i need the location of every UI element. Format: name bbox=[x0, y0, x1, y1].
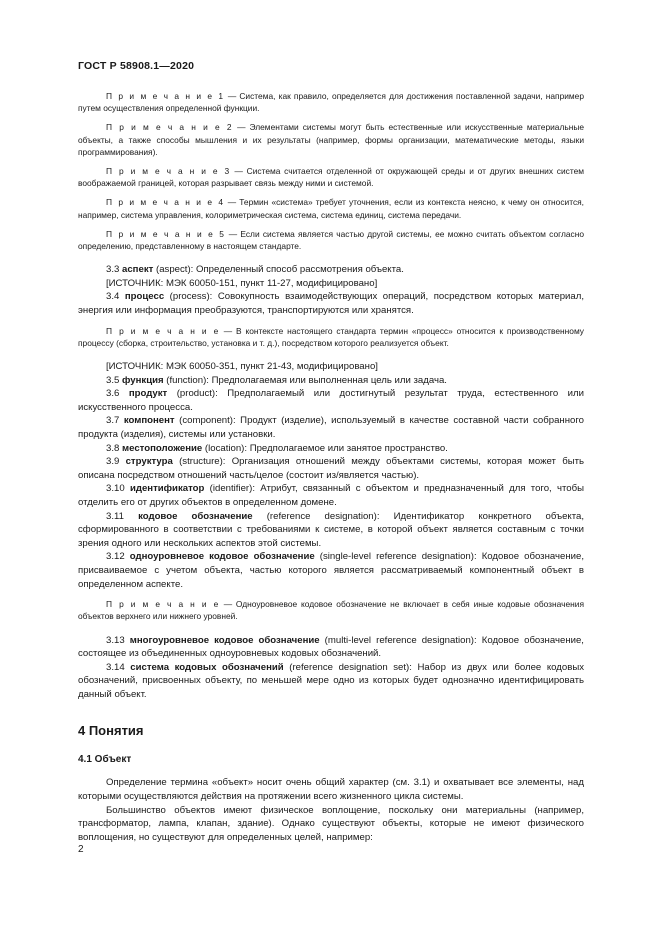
page-number: 2 bbox=[78, 844, 84, 855]
term-number: 3.3 bbox=[106, 264, 123, 276]
note-label: П р и м е ч а н и е 1 bbox=[106, 91, 225, 101]
term-name: структура bbox=[125, 456, 173, 468]
term-number: 3.13 bbox=[106, 634, 130, 646]
term-definition: (function): Предполагаемая или выполненная цель или задача. bbox=[163, 374, 447, 386]
term-definition: (single-level reference designation): Кодовое обозначение, присваиваемое с учетом объекта, частью которого является рассматриваемый компонентный объект в определенном аспекте. bbox=[78, 551, 584, 590]
term-name: процесс bbox=[124, 291, 165, 303]
note-4 bbox=[78, 196, 584, 220]
note-2 bbox=[78, 121, 584, 158]
term-name: система кодовых обозначений bbox=[130, 661, 284, 673]
term-definition: (aspect): Определенный способ рассмотрения объекта. bbox=[153, 264, 404, 276]
term-name: многоуровневое кодовое обозначение bbox=[129, 634, 320, 646]
note-text: — Элементами системы могут быть естественные или искусственные материальные объекты, а также способы мышления и их результаты (например, формы организации, математические методы, языки программирования). bbox=[78, 122, 584, 157]
term-definition: (process): Совокупность взаимодействующих операций, посредством которых материал, энергия или информация преобразуются, транспортируются или хранятся. bbox=[78, 291, 584, 317]
note-label: П р и м е ч а н и е 3 bbox=[106, 166, 231, 177]
term-definition: (reference designation): Идентификатор конкретного объекта, сформированного в соответствии с требованиями к системе, в которой объект является составным с точки зрения одного или нескольких аспектов этой системы. bbox=[78, 510, 584, 549]
term-name: идентификатор bbox=[129, 483, 205, 495]
note-label: П р и м е ч а н и е 2 bbox=[106, 122, 234, 133]
term-3-3-source: [ИСТОЧНИК: МЭК 60050-151, пункт 11-27, модифицировано] bbox=[106, 277, 378, 289]
term-3-4 bbox=[78, 290, 584, 317]
term-definition: (component): Продукт (изделие), используемый в качестве составной части собранного продукта (изделия), системы или установки. bbox=[78, 415, 584, 440]
term-3-5 bbox=[78, 374, 584, 388]
note-1 bbox=[78, 90, 584, 114]
term-number: 3.8 bbox=[106, 442, 123, 454]
term-number: 3.5 bbox=[106, 374, 123, 386]
term-name: кодовое обозначение bbox=[138, 510, 253, 522]
section-4-1-paragraph-1: Определение термина «объект» носит очень общий характер (см. 3.1) и охватывает все элементы, над которыми осуществляются действия на протяжении всего жизненного цикла системы. bbox=[78, 777, 584, 803]
note-text: — Одноуровневое кодовое обозначение не включает в себя иные кодовые обозначения объектов верхнего или нижнего уровней. bbox=[78, 599, 584, 622]
note-text: — Система считается отделенной от окружающей среды и от других внешних систем воображаемой границей, которая разрывает связь между ними и системой. bbox=[78, 166, 585, 189]
term-definition: (product): Предполагаемый или достигнутый результат труда, естественного или искусственного процесса. bbox=[78, 388, 584, 413]
term-3-12-note bbox=[78, 598, 584, 622]
note-text: — В контексте настоящего стандарта термин «процесс» относится к производственному процессу (сборка, строительство, установка и т. д.), посредством которого реализуется объект. bbox=[78, 325, 584, 348]
term-number: 3.7 bbox=[106, 415, 124, 427]
term-3-12 bbox=[78, 550, 584, 591]
note-label: П р и м е ч а н и е bbox=[106, 325, 220, 336]
page-body bbox=[78, 90, 584, 844]
term-name: компонент bbox=[123, 415, 175, 427]
term-number: 3.9 bbox=[106, 456, 126, 468]
term-3-11 bbox=[78, 510, 584, 551]
note-text: — Если система является частью другой системы, ее можно считать объектом согласно определению, представленному в настоящем стандарте. bbox=[78, 228, 584, 252]
term-number: 3.11 bbox=[106, 510, 139, 522]
term-3-6 bbox=[78, 387, 584, 414]
term-name: аспект bbox=[122, 264, 154, 276]
note-text: — Система, как правило, определяется для достижения поставленной задачи, например путем осуществления определенной функции. bbox=[78, 91, 584, 114]
section-4-title: 4 Понятия bbox=[78, 723, 144, 739]
term-name: местоположение bbox=[122, 442, 203, 454]
note-label: П р и м е ч а н и е 5 bbox=[106, 228, 226, 239]
term-definition: (multi-level reference designation): Кодовое обозначение, состоящее из объединенных одноуровневых кодовых обозначений. bbox=[78, 634, 584, 660]
term-name: одноуровневое кодовое обозначение bbox=[129, 551, 315, 563]
term-3-8 bbox=[78, 442, 584, 456]
note-3 bbox=[78, 165, 584, 189]
term-3-3 bbox=[78, 263, 584, 277]
term-number: 3.6 bbox=[106, 388, 129, 400]
note-label: П р и м е ч а н и е 4 bbox=[106, 197, 225, 208]
note-label: П р и м е ч а н и е bbox=[106, 599, 220, 610]
term-number: 3.10 bbox=[106, 483, 130, 495]
term-number: 3.4 bbox=[106, 291, 125, 303]
term-3-7 bbox=[78, 414, 584, 441]
section-4-1-paragraph-2: Большинство объектов имеют физическое воплощение, поскольку они материальны (например, трансформатор, лампа, клапан, здание). Однако существуют объекты, которые не имеют физического воплощения, но существуют для определенных целей, например: bbox=[78, 804, 584, 843]
term-name: функция bbox=[122, 374, 164, 386]
term-3-10 bbox=[78, 482, 584, 509]
term-3-4-note bbox=[78, 325, 584, 349]
document-header: ГОСТ Р 58908.1—2020 bbox=[78, 60, 195, 72]
term-3-13 bbox=[78, 634, 584, 661]
term-3-14 bbox=[78, 661, 584, 702]
note-5 bbox=[78, 228, 584, 252]
term-3-4-source: [ИСТОЧНИК: МЭК 60050-351, пункт 21-43, модифицировано] bbox=[106, 361, 378, 373]
term-3-9 bbox=[78, 455, 584, 482]
term-name: продукт bbox=[128, 388, 168, 400]
term-definition: (location): Предполагаемое или занятое пространство. bbox=[202, 442, 448, 454]
term-definition: (reference designation set): Набор из двух или более кодовых обозначений, присвоенных объекту, по меньшей мере одно из которых будет однозначно идентифицировать данный объект. bbox=[78, 661, 585, 700]
term-number: 3.14 bbox=[106, 661, 131, 673]
subsection-4-1-title: 4.1 Объект bbox=[78, 754, 132, 766]
note-text: — Термин «система» требует уточнения, если из контекста неясно, к чему он относится, например, система управления, колориметрическая система, система единиц, система передачи. bbox=[78, 197, 585, 220]
term-definition: (structure): Организация отношений между объектами системы, которая может быть описана посредством отношений часть/целое (состоит из/является частью). bbox=[78, 456, 584, 481]
term-number: 3.12 bbox=[106, 551, 130, 563]
term-definition: (identifier): Атрибут, связанный с объектом и предназначенный для того, чтобы отделить его от других объектов в определенном домене. bbox=[78, 483, 584, 508]
